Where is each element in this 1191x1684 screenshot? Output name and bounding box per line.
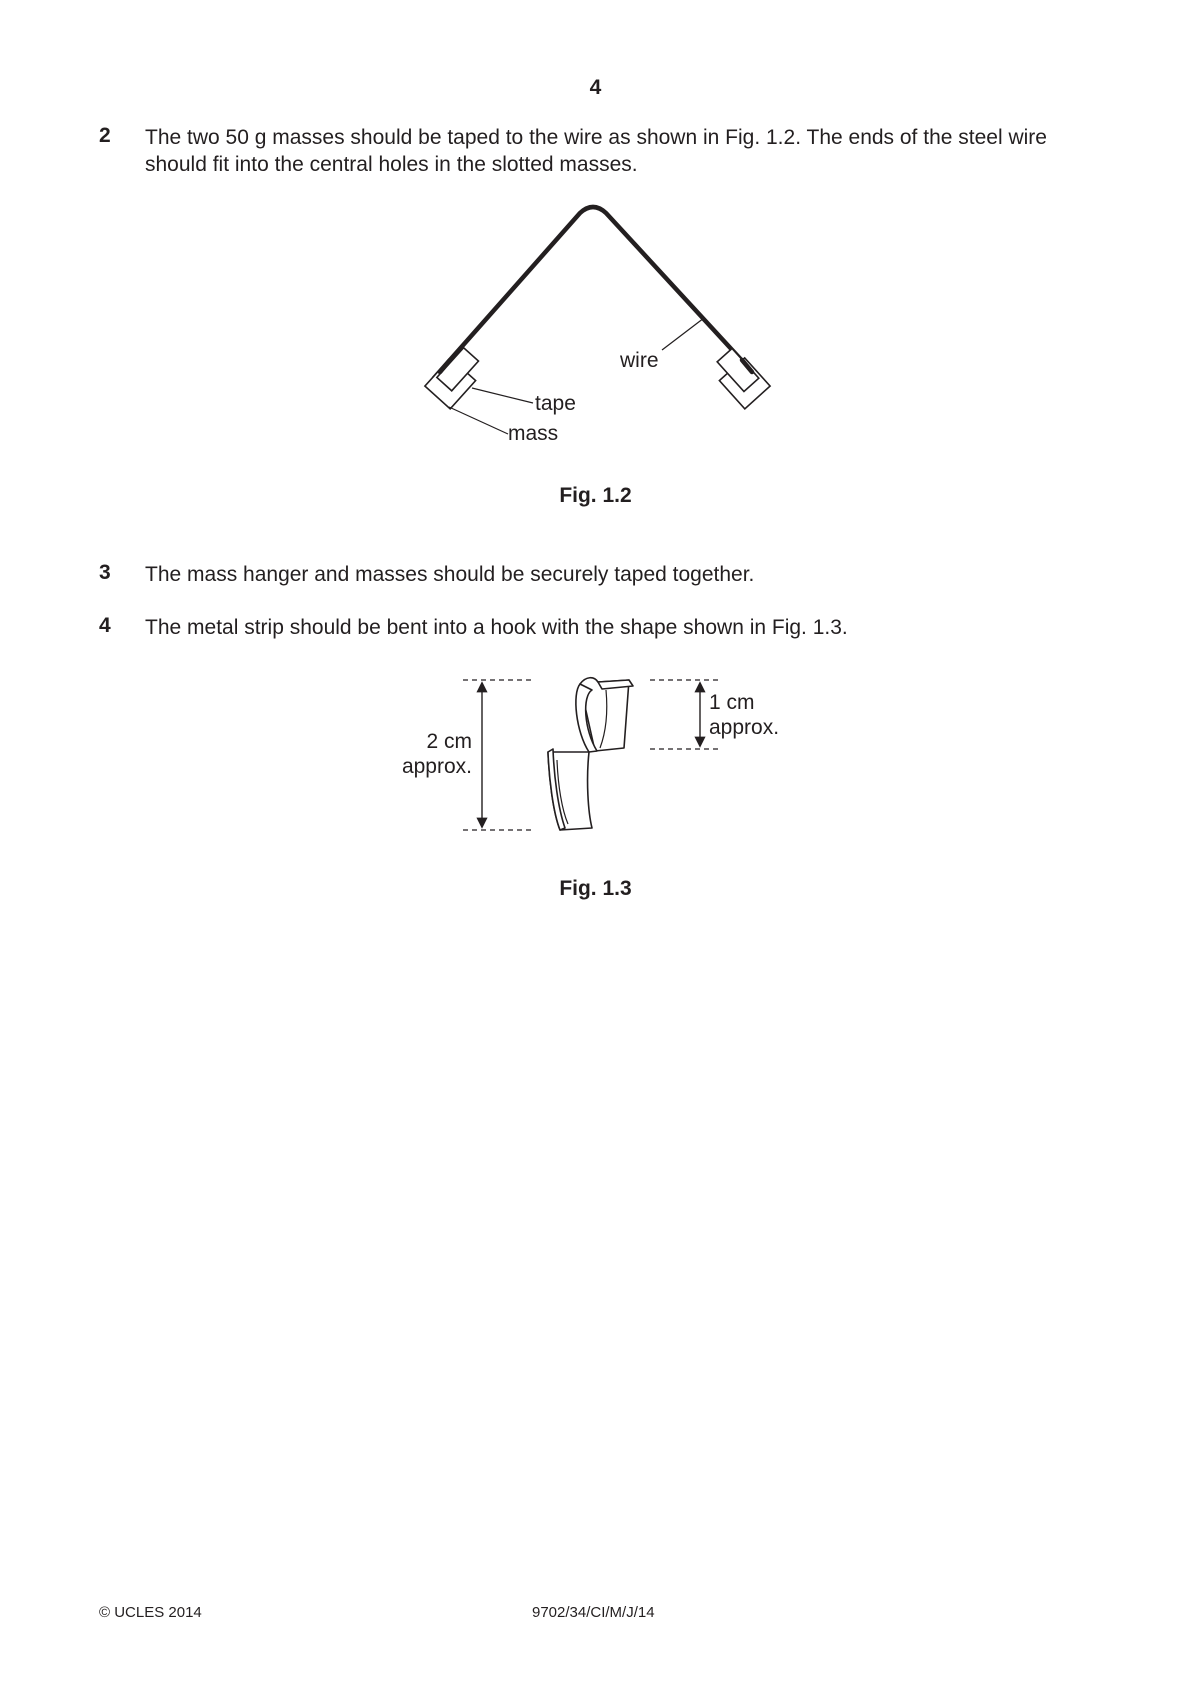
left-dimension-value: 2 cm: [426, 730, 472, 753]
question-number-3: 3: [99, 561, 111, 584]
wire-label: wire: [620, 349, 659, 372]
metal-hook: [548, 678, 633, 830]
question-text-2: The two 50 g masses should be taped to the wire as shown in Fig. 1.2. The ends of the steel wire should fit into the central holes in the slotted masses.: [145, 126, 1047, 176]
question-text-3: The mass hanger and masses should be securely taped together.: [145, 563, 755, 586]
question-text-4: The metal strip should be bent into a hook with the shape shown in Fig. 1.3.: [145, 616, 848, 639]
figure-1-3-caption: Fig. 1.3: [559, 877, 632, 900]
page-number: 4: [589, 76, 602, 99]
question-number-2: 2: [99, 124, 111, 147]
mass-label: mass: [508, 422, 559, 445]
right-dimension-approx: approx.: [709, 716, 780, 739]
tape-label: tape: [535, 392, 576, 415]
footer-copyright: © UCLES 2014: [99, 1604, 202, 1621]
footer-code: 9702/34/CI/M/J/14: [532, 1604, 655, 1621]
right-dimension-value: 1 cm: [709, 691, 755, 714]
left-dimension-approx: approx.: [401, 755, 472, 778]
figure-1-2-caption: Fig. 1.2: [559, 484, 632, 507]
question-number-4: 4: [99, 614, 111, 637]
